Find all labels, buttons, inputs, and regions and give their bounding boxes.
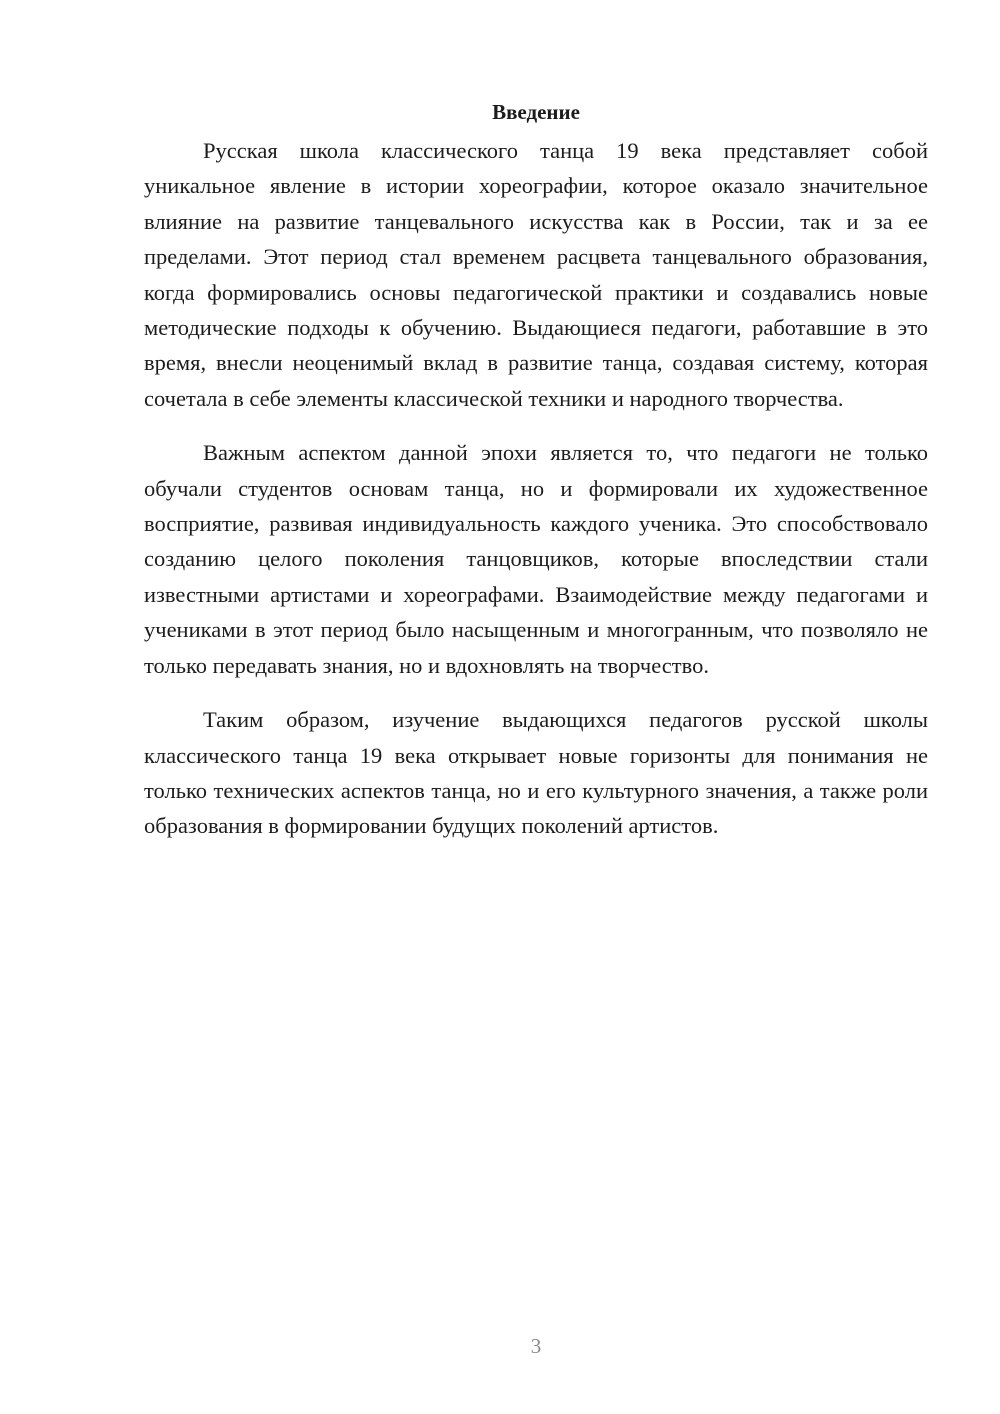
page-number: 3 xyxy=(530,1334,542,1358)
page-content xyxy=(144,96,928,844)
paragraph-2: Важным аспектом данной эпохи является то, что педагоги не только обучали студентов основам танца, но и формировали их художественное восприятие, развивая индивидуальность каждого ученика. Это способствовало созданию целого поколения танцовщиков, которые впоследствии стали известными артистами и хореографами. Взаимодействие между педагогами и учениками в этот период было насыщенным и многогранным, что позволяло не только передавать знания, но и вдохновлять на творчество. xyxy=(144,440,928,678)
page-title: Введение xyxy=(492,100,580,124)
paragraph-1: Русская школа классического танца 19 века представляет собой уникальное явление в истории хореографии, которое оказало значительное влияние на развитие танцевального искусства как в России, так и за ее пределами. Этот период стал временем расцвета танцевального образования, когда формировались основы педагогической практики и создавались новые методические подходы к обучению. Выдающиеся педагоги, работавшие в это время, внесли неоценимый вклад в развитие танца, создавая систему, которая сочетала в себе элементы классической техники и народного творчества. xyxy=(144,138,928,411)
paragraph-3: Таким образом, изучение выдающихся педагогов русской школы классического танца 19 века открывает новые горизонты для понимания не только технических аспектов танца, но и его культурного значения, а также роли образования в формировании будущих поколений артистов. xyxy=(144,707,928,839)
